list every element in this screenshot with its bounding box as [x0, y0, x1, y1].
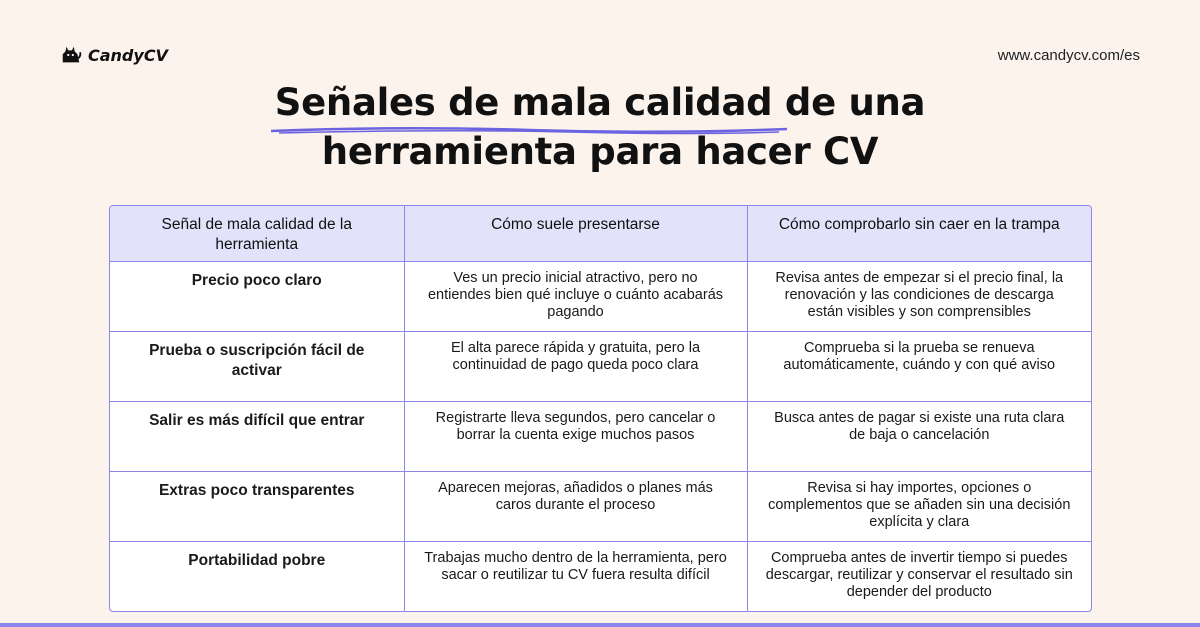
how-cell: Aparecen mejoras, añadidos o planes más caros durante el proceso: [404, 472, 747, 542]
site-url: www.candycv.com/es: [997, 47, 1140, 64]
table-row: [110, 542, 1091, 612]
header-signal: Señal de mala calidad de la herramienta: [110, 206, 404, 262]
header-how: Cómo suele presentarse: [404, 206, 747, 262]
table-row: [110, 262, 1091, 332]
brand-logo: [60, 44, 168, 66]
title-line2: herramienta para hacer CV: [321, 130, 879, 173]
page-title: [0, 78, 1200, 176]
title-highlight: [275, 78, 773, 127]
comparison-table: [109, 205, 1092, 612]
check-cell: Busca antes de pagar si existe una ruta clara de baja o cancelación: [747, 402, 1091, 472]
check-cell: Revisa antes de empezar si el precio final, la renovación y las condiciones de descarga están visibles y son comprensibles: [747, 262, 1091, 332]
check-cell: Comprueba antes de invertir tiempo si puedes descargar, reutilizar y conservar el resultado sin depender del producto: [747, 542, 1091, 612]
brand-name: CandyCV: [88, 45, 168, 65]
how-cell: Trabajas mucho dentro de la herramienta, pero sacar o reutilizar tu CV fuera resulta difícil: [404, 542, 747, 612]
title-line1-rest: de una: [772, 81, 926, 124]
how-cell: El alta parece rápida y gratuita, pero la continuidad de pago queda poco clara: [404, 332, 747, 402]
cat-logo-icon: [60, 44, 82, 66]
check-cell: Revisa si hay importes, opciones o complementos que se añaden sin una decisión explícita y clara: [747, 472, 1091, 542]
check-cell: Comprueba si la prueba se renueva automáticamente, cuándo y con qué aviso: [747, 332, 1091, 402]
signal-cell: Prueba o suscripción fácil de activar: [110, 332, 404, 402]
header-check: Cómo comprobarlo sin caer en la trampa: [747, 206, 1091, 262]
scribble-underline-icon: [269, 125, 789, 135]
signal-cell: Portabilidad pobre: [110, 542, 404, 612]
table-header-row: [110, 206, 1091, 262]
how-cell: Registrarte lleva segundos, pero cancelar o borrar la cuenta exige muchos pasos: [404, 402, 747, 472]
table-row: [110, 472, 1091, 542]
signal-cell: Salir es más difícil que entrar: [110, 402, 404, 472]
how-cell: Ves un precio inicial atractivo, pero no entiendes bien qué incluye o cuánto acabarás pagando: [404, 262, 747, 332]
bottom-accent-bar: [0, 623, 1200, 627]
title-highlight-text: Señales de mala calidad: [274, 81, 773, 124]
table-row: [110, 332, 1091, 402]
table-row: [110, 402, 1091, 472]
signal-cell: Extras poco transparentes: [110, 472, 404, 542]
signal-cell: Precio poco claro: [110, 262, 404, 332]
